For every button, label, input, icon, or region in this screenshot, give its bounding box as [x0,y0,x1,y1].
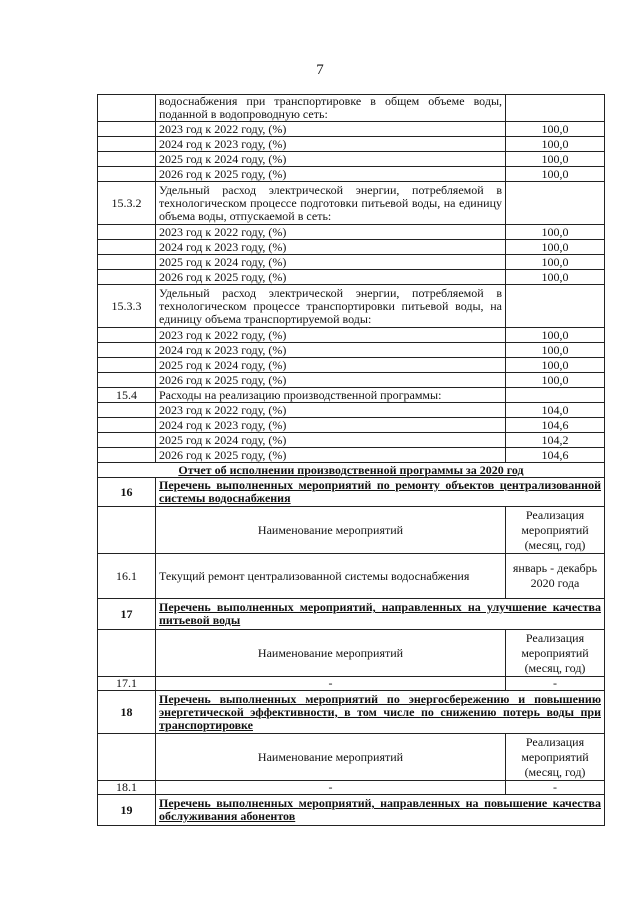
year-label: 2025 год к 2024 году, (%) [156,433,506,448]
section-number: 16 [98,478,156,507]
year-label: 2025 год к 2024 году, (%) [156,152,506,167]
column-header-implementation: Реализация мероприятий (месяц, год) [506,734,605,781]
row-number: 18.1 [98,781,156,795]
section-header-row [98,478,605,507]
row-number: 17.1 [98,677,156,691]
year-label: 2026 год к 2025 году, (%) [156,373,506,388]
year-label: 2024 год к 2023 году, (%) [156,240,506,255]
activity-name: Текущий ремонт централизованной системы водоснабжения [156,554,506,599]
indicator-description: Расходы на реализацию производственной программы: [156,388,506,403]
year-label: 2023 год к 2022 году, (%) [156,122,506,137]
year-value: 104,0 [506,403,605,418]
year-value: 100,0 [506,255,605,270]
table-row [98,358,605,373]
table-row [98,343,605,358]
indicator-description: Удельный расход электрической энергии, потребляемой в технологическом процессе транспортировки питьевой воды, на единицу объема транспортируемой воды: [156,285,506,328]
row-number: 16.1 [98,554,156,599]
section-title: Перечень выполненных мероприятий по ремонту объектов централизованной системы водоснабжения [156,478,605,507]
table-row [98,373,605,388]
activity-period: - [506,781,605,795]
activity-name: - [156,781,506,795]
table-row [98,781,605,795]
column-header-implementation: Реализация мероприятий (месяц, год) [506,507,605,554]
year-value: 100,0 [506,270,605,285]
year-value: 104,6 [506,418,605,433]
table-row [98,270,605,285]
table-row [98,463,605,478]
table-row [98,388,605,403]
table-row [98,95,605,122]
table-row [98,677,605,691]
table-row [98,240,605,255]
section-title: Перечень выполненных мероприятий, направленных на повышение качества обслуживания абонентов [156,795,605,826]
row-number-cell [98,95,156,122]
year-label: 2023 год к 2022 году, (%) [156,403,506,418]
column-header-name: Наименование мероприятий [156,630,506,677]
year-label: 2023 год к 2022 году, (%) [156,328,506,343]
year-label: 2026 год к 2025 году, (%) [156,167,506,182]
table-row [98,152,605,167]
table-row [98,418,605,433]
section-title: Перечень выполненных мероприятий, направленных на улучшение качества питьевой воды [156,599,605,630]
table-row [98,182,605,225]
year-value: 100,0 [506,343,605,358]
production-program-table [97,94,605,826]
table-row [98,255,605,270]
activity-name: - [156,677,506,691]
column-header-implementation: Реализация мероприятий (месяц, год) [506,630,605,677]
indicator-description: Удельный расход электрической энергии, потребляемой в технологическом процессе подготовки питьевой воды, на единицу объема воды, отпускаемой в сеть: [156,182,506,225]
table-row [98,328,605,343]
table-row [98,167,605,182]
table-row [98,448,605,463]
year-value: 100,0 [506,240,605,255]
year-label: 2026 год к 2025 году, (%) [156,270,506,285]
row-number: 15.4 [98,388,156,403]
table-row [98,137,605,152]
year-value: 100,0 [506,373,605,388]
year-label: 2024 год к 2023 году, (%) [156,137,506,152]
activity-period: - [506,677,605,691]
table-row [98,433,605,448]
section-number: 18 [98,691,156,734]
row-number: 15.3.2 [98,182,156,225]
year-value: 100,0 [506,167,605,182]
table-row [98,122,605,137]
year-value: 100,0 [506,137,605,152]
year-label: 2025 год к 2024 году, (%) [156,358,506,373]
section-header-row [98,691,605,734]
indicator-description: водоснабжения при транспортировке в общем объеме воды, поданной в водопроводную сеть: [156,95,506,122]
year-label: 2023 год к 2022 году, (%) [156,225,506,240]
year-label: 2024 год к 2023 году, (%) [156,343,506,358]
table-row [98,225,605,240]
table-row [98,285,605,328]
column-header-row [98,630,605,677]
year-value: 104,2 [506,433,605,448]
year-value: 100,0 [506,328,605,343]
year-value: 100,0 [506,152,605,167]
activity-period: январь - декабрь 2020 года [506,554,605,599]
table-row [98,554,605,599]
column-header-name: Наименование мероприятий [156,734,506,781]
year-value: 104,6 [506,448,605,463]
section-number: 19 [98,795,156,826]
report-title: Отчет об исполнении производственной программы за 2020 год [98,463,605,478]
column-header-name: Наименование мероприятий [156,507,506,554]
year-label: 2026 год к 2025 году, (%) [156,448,506,463]
column-header-row [98,734,605,781]
section-header-row [98,599,605,630]
column-header-row [98,507,605,554]
year-value: 100,0 [506,225,605,240]
year-label: 2024 год к 2023 году, (%) [156,418,506,433]
year-label: 2025 год к 2024 году, (%) [156,255,506,270]
page-number: 7 [316,62,324,78]
year-value: 100,0 [506,358,605,373]
section-number: 17 [98,599,156,630]
year-value: 100,0 [506,122,605,137]
section-title: Перечень выполненных мероприятий по энергосбережению и повышению энергетической эффективности, в том числе по снижению потерь воды при транспортировке [156,691,605,734]
section-header-row [98,795,605,826]
table-row [98,403,605,418]
row-number: 15.3.3 [98,285,156,328]
value-cell [506,95,605,122]
